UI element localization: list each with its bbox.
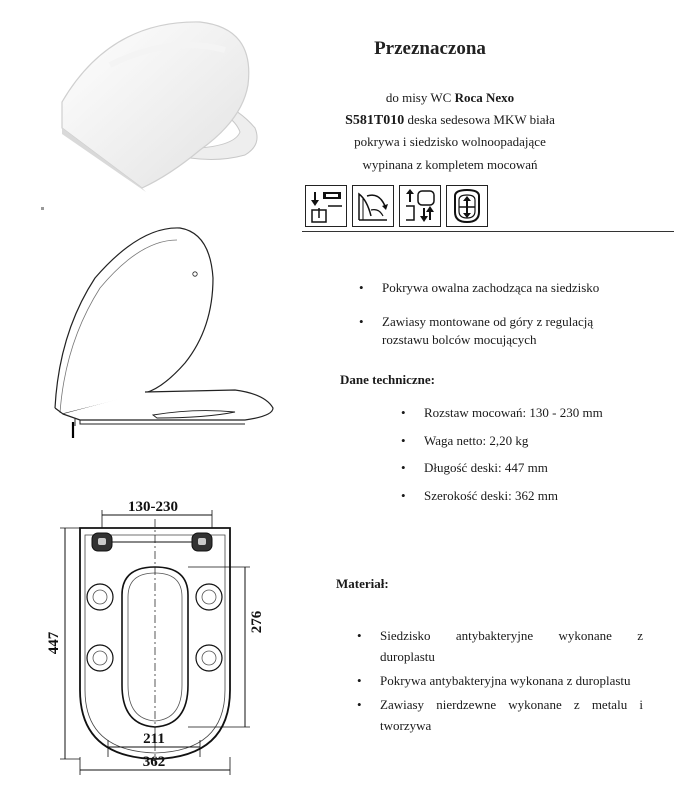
dimension-drawing bbox=[40, 495, 290, 795]
list-item: • Pokrywa antybakteryjna wykonana z duroplastu bbox=[357, 673, 631, 688]
material-heading: Materiał: bbox=[336, 576, 389, 591]
list-item: • Długość deski: 447 mm bbox=[401, 460, 548, 475]
section-divider bbox=[302, 231, 674, 232]
scan-dot bbox=[41, 207, 44, 210]
quick-release-icon bbox=[446, 185, 488, 227]
specs-list bbox=[397, 404, 603, 514]
product-code-line bbox=[260, 112, 640, 129]
list-item: • Siedzisko antybakteryjne wykonane z duroplastu bbox=[357, 628, 643, 664]
product-description: deska sedesowa MKW biała bbox=[404, 112, 555, 127]
description-line-3: pokrywa i siedzisko wolnoopadające bbox=[354, 134, 546, 149]
list-item: • Pokrywa owalna zachodząca na siedzisko bbox=[359, 280, 600, 295]
side-view-drawing bbox=[45, 218, 275, 440]
list-item: • Rozstaw mocowań: 130 - 230 mm bbox=[401, 405, 603, 420]
product-photo bbox=[50, 10, 270, 195]
specs-heading: Dane techniczne: bbox=[340, 372, 435, 387]
dim-inner-width-label: 211 bbox=[143, 731, 165, 747]
list-item: • Szerokość deski: 362 mm bbox=[401, 487, 558, 503]
mounting-from-top-icon bbox=[305, 185, 347, 227]
list-item: • Zawiasy montowane od góry z regulacją rozstawu bolców mocujących bbox=[359, 314, 594, 347]
features-list bbox=[355, 279, 655, 349]
dim-right-label: 276 bbox=[249, 610, 265, 634]
description-line-4: wypinana z kompletem mocowań bbox=[362, 157, 538, 172]
purpose-line bbox=[260, 90, 640, 106]
dim-left-label: 447 bbox=[46, 631, 62, 655]
dim-outer-width-label: 362 bbox=[142, 754, 166, 770]
soft-close-icon bbox=[352, 185, 394, 227]
model-name: Roca Nexo bbox=[454, 90, 515, 105]
list-item: • Zawiasy nierdzewne wykonane z metalu i tworzywa bbox=[357, 697, 643, 733]
page-title: Przeznaczona bbox=[374, 38, 486, 59]
adjustable-mount-icon bbox=[399, 185, 441, 227]
material-list bbox=[353, 625, 643, 739]
purpose-prefix: do misy WC bbox=[385, 90, 455, 105]
dim-top-label: 130-230 bbox=[128, 499, 178, 515]
product-code: S581T010 bbox=[345, 113, 405, 128]
list-item: • Waga netto: 2,20 kg bbox=[401, 432, 529, 448]
